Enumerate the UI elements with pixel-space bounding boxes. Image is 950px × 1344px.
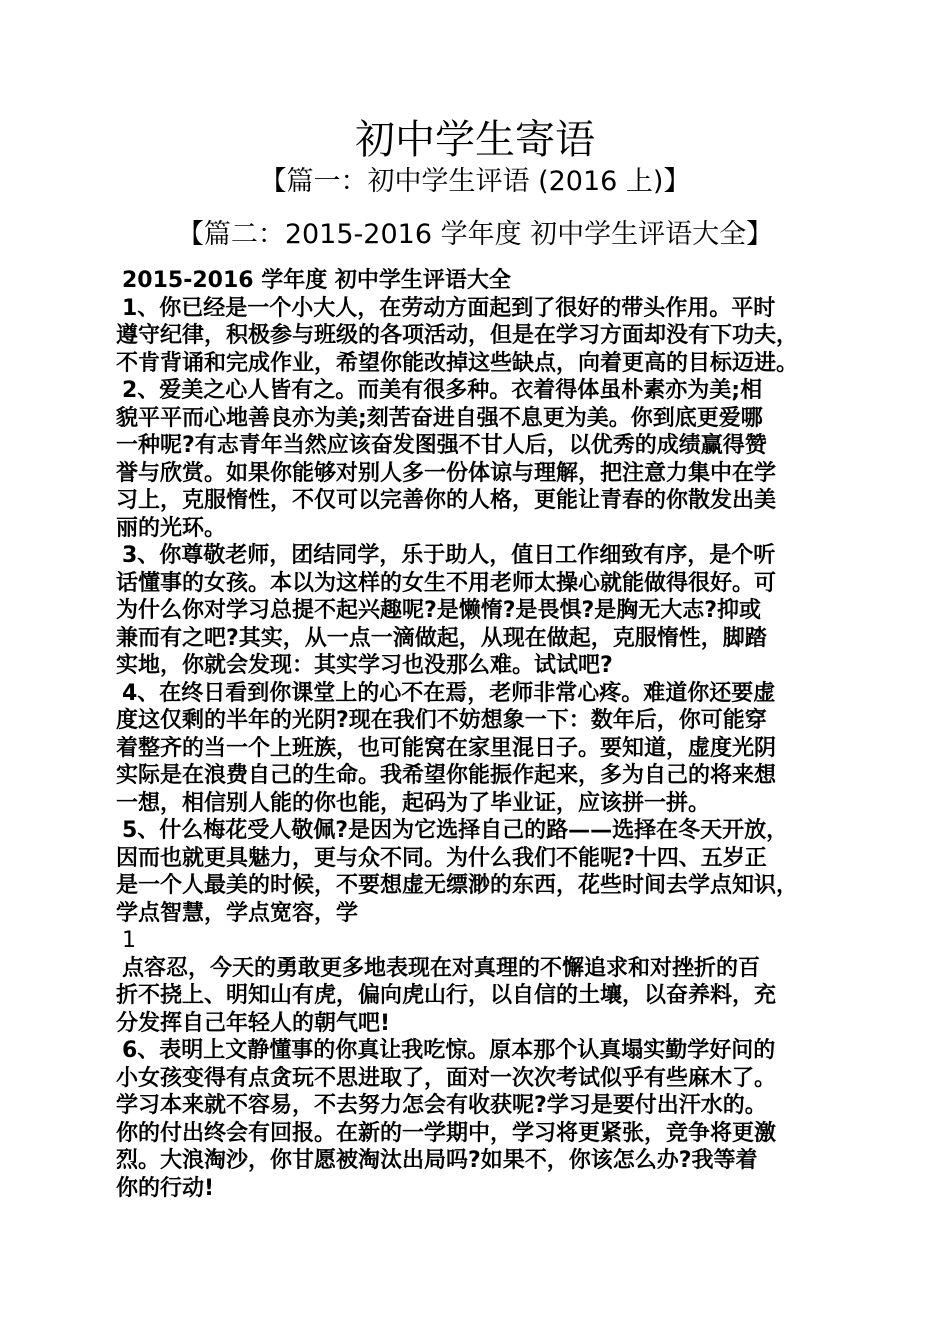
paragraph-line: 你的行动! [116,1175,215,1201]
paragraph-line: 烈。大浪淘沙，你甘愿被淘汰出局吗?如果不，你该怎么办?我等着 [116,1148,758,1173]
paragraph-line: 小女孩变得有点贪玩不思进取了，面对一次次考试似乎有些麻木了。 [116,1065,777,1091]
paragraph-line: 3、你尊敬老师，团结同学，乐于助人，值日工作细致有序，是个听 [122,543,776,568]
paragraph-line: 折不挠上、明知山有虎，偏向虎山行，以自信的土壤，以奋养料，充 [116,983,777,1008]
subtitle-part-two: 【篇二：2015-2016 学年度 初中学生评语大全】 [176,219,774,250]
paragraph-line: 一种呢?有志青年当然应该奋发图强不甘人后，以优秀的成绩赢得赞 [116,433,767,458]
document-body [116,267,856,1202]
paragraph-line: 丽的光环。 [116,515,227,541]
document-title: 初中学生寄语 [355,117,595,163]
section-heading: 2015-2016 学年度 初中学生评语大全 [122,268,511,293]
subtitle-part-one: 【篇一：初中学生评语 (2016 上)】 [259,166,691,197]
paragraph-line: 习上，克服惰性，不仅可以完善你的人格，更能让青春的你散发出美 [116,488,777,513]
paragraph-line: 貌平平而心地善良亦为美;刻苦奋进自强不息更为美。你到底更爱哪 [116,405,763,431]
paragraph-line: 1、你已经是一个小大人，在劳动方面起到了很好的带头作用。平时 [122,295,776,321]
paragraph-line: 学习本来就不容易，不去努力怎会有收获呢?学习是要付出汗水的。 [116,1093,767,1118]
paragraph-line: 度这仅剩的半年的光阴?现在我们不妨想象一下：数年后，你可能穿 [116,708,767,733]
paragraph-line: 实地，你就会发现：其实学习也没那么难。试试吧? [116,653,613,678]
paragraph-line: 学点智慧，学点宽容，学 [116,900,359,926]
paragraph-line: 4、在终日看到你课堂上的心不在焉，老师非常心疼。难道你还要虚 [122,680,776,706]
paragraph-line: 是一个人最美的时候，不要想虚无缥渺的东西，花些时间去学点知识， [116,873,799,898]
paragraph-line: 兼而有之吧?其实，从一点一滴做起，从现在做起，克服惰性，脚踏 [116,625,767,651]
paragraph-line: 分发挥自己年轻人的朝气吧! [116,1010,391,1036]
paragraph-line: 2、爱美之心人皆有之。而美有很多种。衣着得体虽朴素亦为美;相 [122,378,763,403]
paragraph-line: 为什么你对学习总提不起兴趣呢?是懒惰?是畏惧?是胸无大志?抑或 [116,598,762,623]
paragraph-line: 话懂事的女孩。本以为这样的女生不用老师太操心就能做得很好。可 [116,570,777,596]
paragraph-line: 着整齐的当一个上班族，也可能窝在家里混日子。要知道，虚度光阴 [116,735,777,761]
paragraph-line: 6、表明上文静懂事的你真让我吃惊。原本那个认真塌实勤学好问的 [122,1038,776,1063]
page-number: 1 [122,928,136,953]
paragraph-line: 不肯背诵和完成作业，希望你能改掉这些缺点，向着更高的目标迈进。 [116,350,799,376]
paragraph-line: 你的付出终会有回报。在新的一学期中，学习将更紧张，竞争将更激 [116,1120,777,1146]
paragraph-line: 实际是在浪费自己的生命。我希望你能振作起来，多为自己的将来想 [116,763,777,788]
paragraph-line: 一想，相信别人能的你也能，起码为了毕业证，应该拼一拼。 [116,790,711,816]
paragraph-line: 点容忍，今天的勇敢更多地表现在对真理的不懈追求和对挫折的百 [122,955,761,981]
paragraph-line: 5、什么梅花受人敬佩?是因为它选择自己的路——选择在冬天开放， [122,818,789,843]
paragraph-line: 誉与欣赏。如果你能够对别人多一份体谅与理解，把注意力集中在学 [116,460,777,486]
paragraph-line: 遵守纪律，积极参与班级的各项活动，但是在学习方面却没有下功夫， [116,323,799,348]
paragraph-line: 因而也就更具魅力，更与众不同。为什么我们不能呢?十四、五岁正 [116,845,767,871]
